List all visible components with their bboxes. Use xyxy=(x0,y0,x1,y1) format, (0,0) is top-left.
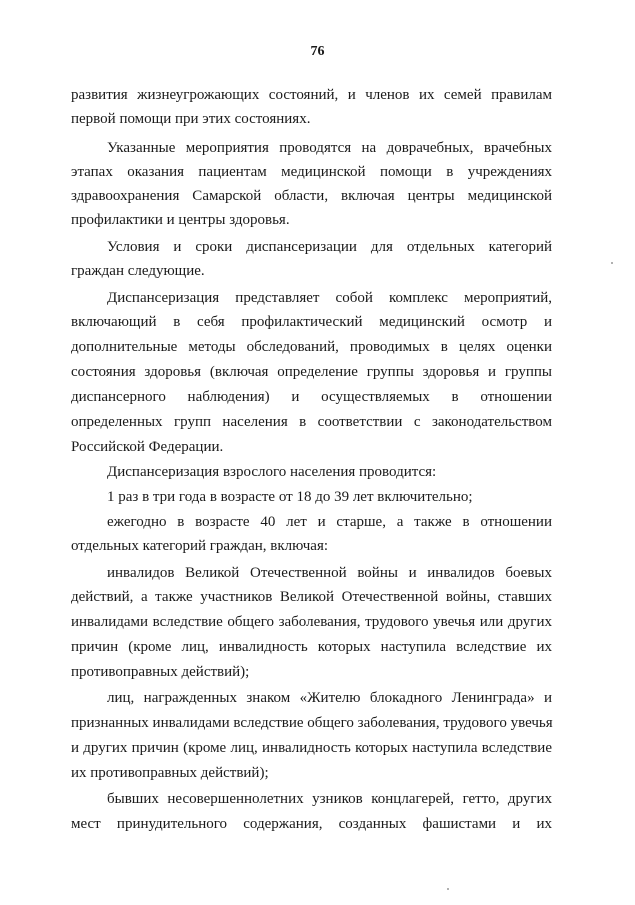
text-line: профилактики и центры здоровья. xyxy=(71,212,290,228)
text-line: лиц, награжденных знаком «Жителю блокадного Ленинграда» и xyxy=(107,690,552,706)
text-line: противоправных действий); xyxy=(71,664,250,680)
text-line: инвалидов Великой Отечественной войны и инвалидов боевых xyxy=(107,565,552,581)
text-line: определенных групп населения в соответствии с законодательством xyxy=(71,414,552,430)
text-line: Указанные мероприятия проводятся на доврачебных, врачебных xyxy=(107,140,552,156)
text-line: Российской Федерации. xyxy=(71,439,224,455)
text-line: этапах оказания пациентам медицинской помощи в учреждениях xyxy=(71,164,552,180)
text-line: Диспансеризация представляет собой комплекс мероприятий, xyxy=(107,290,552,306)
text-line: граждан следующие. xyxy=(71,263,205,279)
text-line: первой помощи при этих состояниях. xyxy=(71,111,311,127)
page-number: 76 xyxy=(310,44,325,59)
text-line: развития жизнеугрожающих состояний, и членов их семей правилам xyxy=(71,87,552,103)
text-line: причин (кроме лиц, инвалидность которых наступила вследствие их xyxy=(71,639,552,655)
text-line: здравоохранения Самарской области, включая центры медицинской xyxy=(71,188,552,204)
text-line: ежегодно в возрасте 40 лет и старше, а также в отношении xyxy=(107,514,552,530)
text-line: инвалидами вследствие общего заболевания, трудового увечья или других xyxy=(71,614,552,630)
text-line: дополнительные методы обследований, проводимых в целях оценки xyxy=(71,339,552,355)
text-line: 1 раз в три года в возрасте от 18 до 39 лет включительно; xyxy=(107,489,473,505)
text-line: Диспансеризация взрослого населения проводится: xyxy=(107,464,437,480)
text-line: и других причин (кроме лиц, инвалидность которых наступила вследствие xyxy=(71,740,552,756)
text-line: Условия и сроки диспансеризации для отдельных категорий xyxy=(107,239,552,255)
text-line: включающий в себя профилактический медицинский осмотр и xyxy=(71,314,552,330)
text-line: отдельных категорий граждан, включая: xyxy=(71,538,329,554)
text-line: состояния здоровья (включая определение группы здоровья и группы xyxy=(71,364,552,380)
scan-speck xyxy=(611,262,613,264)
scan-speck xyxy=(447,888,449,890)
text-line: мест принудительного содержания, созданных фашистами и их xyxy=(71,816,552,832)
text-line: признанных инвалидами вследствие общего заболевания, трудового увечья xyxy=(71,715,553,731)
text-line: диспансерного наблюдения) и осуществляемых в отношении xyxy=(71,389,552,405)
text-line: их противоправных действий); xyxy=(71,765,269,781)
text-line: бывших несовершеннолетних узников концлагерей, гетто, других xyxy=(107,791,552,807)
text-line: действий, а также участников Великой Отечественной войны, ставших xyxy=(71,589,552,605)
